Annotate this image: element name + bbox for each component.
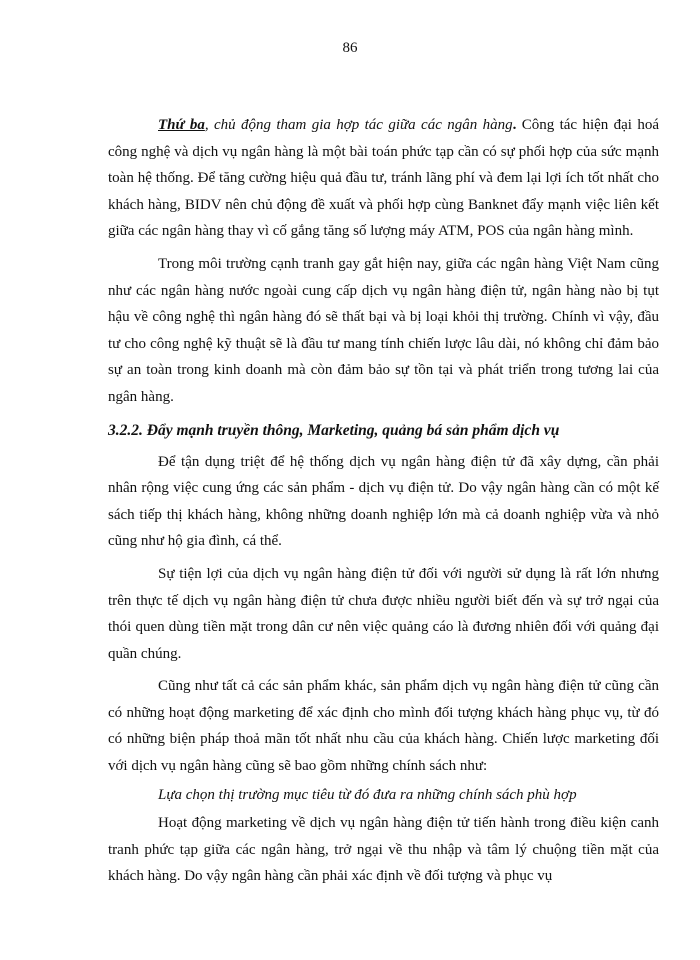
subheading-target-market: Lựa chọn thị trường mục tiêu từ đó đưa ra những chính sách phù hợp <box>158 786 577 803</box>
paragraph-1-text: Công tác hiện đại hoá công nghệ và dịch vụ ngân hàng là một bài toán phức tạp cần có sự phối hợp của sức mạnh toàn hệ thống. Để tăng cường hiệu quả đầu tư, tránh lãng phí và đem lại lợi ích tốt nhất cho khách hàng, BIDV nên chủ động đề xuất và phối hợp cùng Banknet đẩy mạnh việc liên kết giữa các ngân hàng thay vì cố gắng tăng số lượng máy ATM, POS của ngân hàng mình. <box>108 117 659 240</box>
paragraph-2: Trong môi trường cạnh tranh gay gắt hiện nay, giữa các ngân hàng Việt Nam cũng như các ngân hàng nước ngoài cung cấp dịch vụ ngân hàng điện tử, ngân hàng nào bị tụt hậu về công nghệ thì ngân hàng đó sẽ thất bại và bị loại khỏi thị trường. Chính vì vậy, đầu tư cho công nghệ kỹ thuật sẽ là đầu tư mang tính chiến lược lâu dài, nó không chỉ đảm bảo sự an toàn trong kinh doanh mà còn đảm bảo sự tồn tại và phát triển trong tương lai của ngân hàng. <box>108 255 659 405</box>
paragraph-5: Cũng như tất cả các sản phẩm khác, sản phẩm dịch vụ ngân hàng điện tử cũng cần có những hoạt động marketing để xác định cho mình đối tượng khách hàng phục vụ, từ đó có những biện pháp thoả mãn tốt nhất nhu cầu của khách hàng. Chiến lược marketing đối với dịch vụ ngân hàng cũng sẽ bao gồm những chính sách như: <box>108 678 659 775</box>
paragraph-1 <box>108 112 659 245</box>
paragraph-1-lead <box>158 117 516 133</box>
paragraph-1-lead-italic: , chủ động tham gia hợp tác giữa các ngân hàng <box>204 117 513 133</box>
paragraph-6: Hoạt động marketing về dịch vụ ngân hàng điện tử tiến hành trong điều kiện canh tranh phức tạp giữa các ngân hàng, trở ngại về thu nhập và tâm lý chuộng tiền mặt của khách hàng. Do vậy ngân hàng cần phải xác định về đối tượng và phục vụ <box>108 815 659 885</box>
paragraph-1-lead-underlined: Thứ ba <box>158 117 205 133</box>
paragraph-1-lead-dot: . <box>512 117 517 133</box>
page-number: 86 <box>342 40 358 56</box>
section-heading-3-2-2: 3.2.2. Đẩy mạnh truyền thông, Marketing, quảng bá sản phẩm dịch vụ <box>108 421 560 439</box>
paragraph-3: Để tận dụng triệt để hệ thống dịch vụ ngân hàng điện tử đã xây dựng, cần phải nhân rộng việc cung ứng các sản phẩm - dịch vụ điện tử. Do vậy ngân hàng cần có một kế sách tiếp thị khách hàng, không những doanh nghiệp lớn mà cả doanh nghiệp vừa và nhỏ cũng như hộ gia đình, cá thể. <box>108 453 659 550</box>
paragraph-4: Sự tiện lợi của dịch vụ ngân hàng điện tử đối với người sử dụng là rất lớn nhưng trên thực tế dịch vụ ngân hàng điện tử chưa được nhiều người biết đến và sự trở ngại của thói quen dùng tiền mặt trong dân cư nên việc quảng cáo là đương nhiên đối với quảng đại quần chúng. <box>108 565 659 662</box>
page-body <box>108 112 659 890</box>
